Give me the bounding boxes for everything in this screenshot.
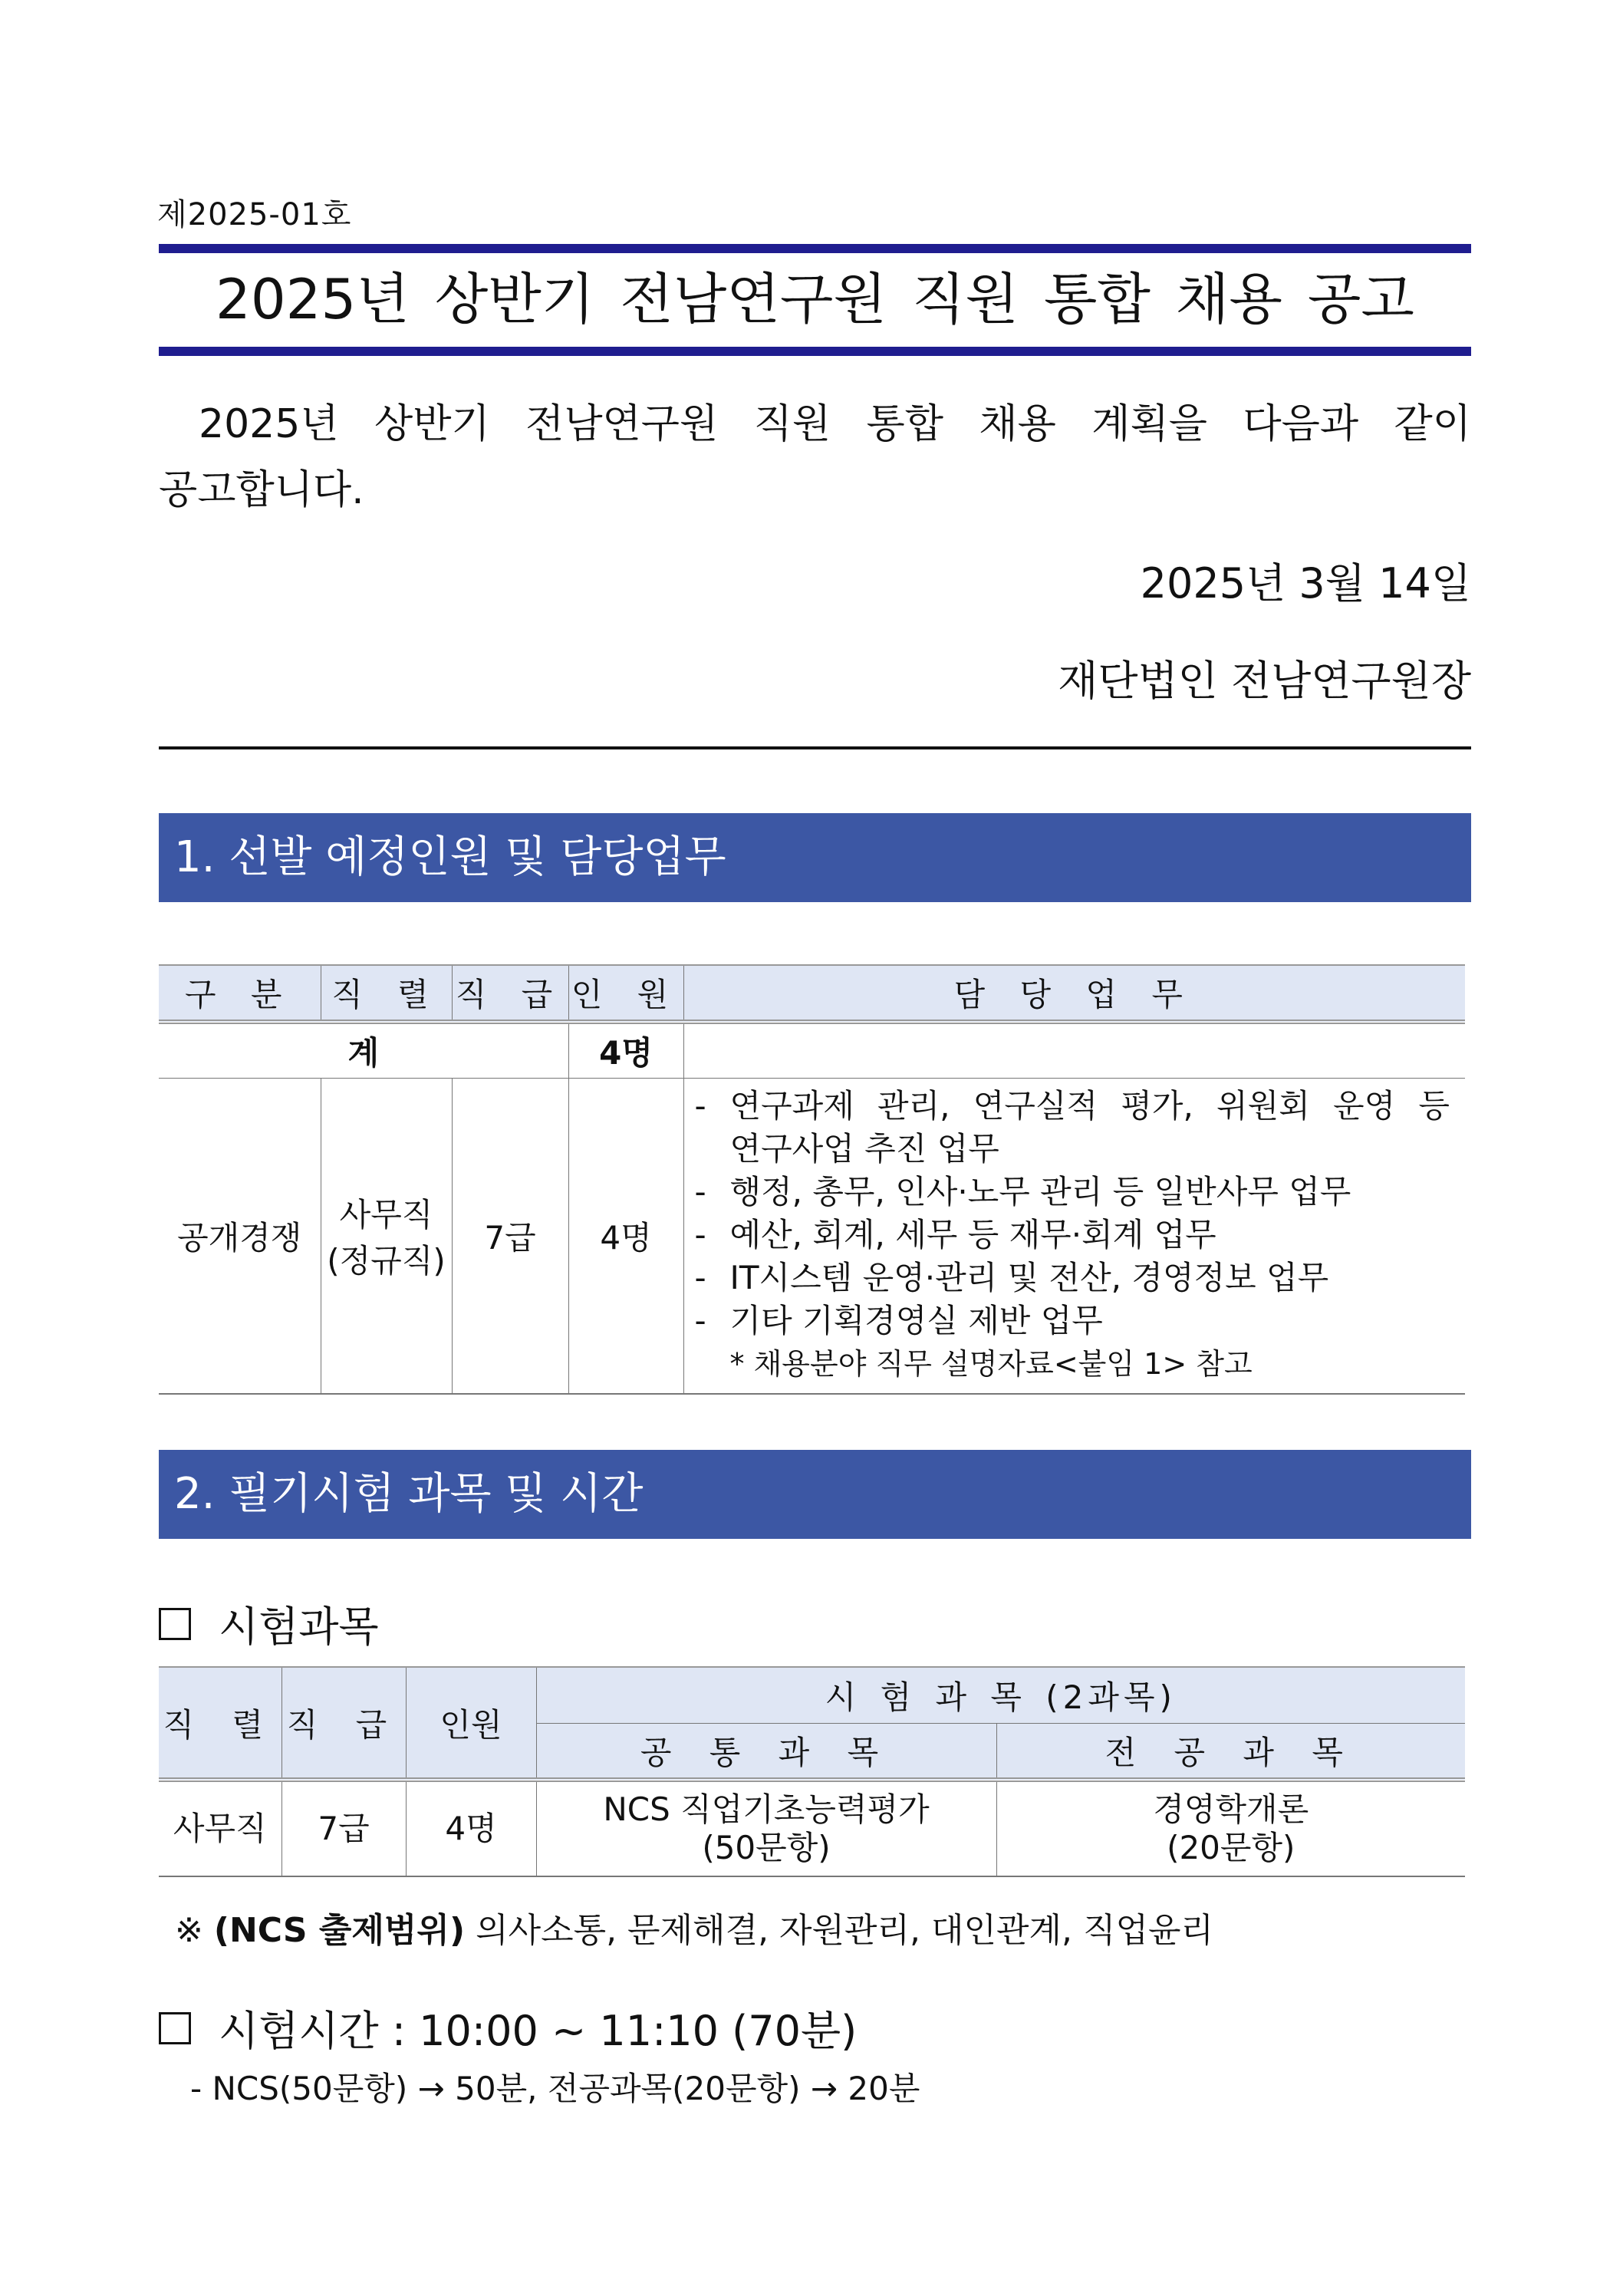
note-text: 의사소통, 문제해결, 자원관리, 대인관계, 직업윤리 [476, 1911, 1214, 1950]
note-label: (NCS 출제범위) [213, 1911, 466, 1950]
document-title: 2025년 상반기 전남연구원 직원 통합 채용 공고 [216, 267, 1414, 331]
duty-text: IT시스템 운영·관리 및 전산, 경영정보 업무 [729, 1259, 1329, 1296]
intro-word: 같이 [1394, 401, 1471, 447]
table-header-row [159, 1667, 1465, 1724]
col-header-common: 공 통 과 목 [536, 1724, 996, 1780]
table-row [159, 1780, 1465, 1876]
dash-bullet: - [694, 1259, 706, 1296]
common-subject-line-1: NCS 직업기초능력평가 [603, 1790, 930, 1828]
major-subject-cell [996, 1780, 1465, 1876]
divider-line [159, 746, 1471, 749]
intro-word: 채용 [979, 401, 1056, 447]
dash-bullet: - [694, 1302, 706, 1339]
grade-cell: 7급 [281, 1780, 406, 1876]
col-header-count: 인 원 [568, 965, 683, 1022]
duty-item [695, 1085, 1450, 1171]
duty-text: 예산, 회계, 세무 등 재무·회계 업무 [729, 1216, 1216, 1253]
col-header-count: 인원 [406, 1667, 536, 1780]
total-label: 계 [159, 1022, 568, 1079]
reference-mark: ※ [175, 1911, 203, 1950]
dash-bullet: - [694, 1216, 706, 1253]
series-cell: 사무직 [159, 1780, 281, 1876]
intro-word: 다음과 [1243, 401, 1359, 447]
total-duties-empty [683, 1022, 1465, 1079]
duty-item [695, 1214, 1450, 1257]
section-2-heading: 2. 필기시험 과목 및 시간 [159, 1450, 1471, 1539]
title-bottom-bar [159, 347, 1471, 356]
major-subject-line-2: (20문항) [1167, 1829, 1295, 1866]
exam-time-text: 시험시간 : 10:00 ~ 11:10 (70분) [219, 2007, 858, 2055]
col-header-grade: 직 급 [452, 965, 568, 1022]
col-header-category: 구 분 [159, 965, 321, 1022]
exam-subjects-table [159, 1666, 1465, 1877]
total-row [159, 1022, 1465, 1079]
col-header-subjects: 시 험 과 목 (2과목) [536, 1667, 1465, 1724]
series-line-2: (정규직) [327, 1242, 446, 1280]
count-cell: 4명 [406, 1780, 536, 1876]
title-top-bar [159, 244, 1471, 253]
col-header-series: 직 렬 [321, 965, 452, 1022]
col-header-major: 전 공 과 목 [996, 1724, 1465, 1780]
notice-number: 제2025-01호 [157, 197, 352, 232]
common-subject-line-2: (50문항) [702, 1829, 831, 1866]
subjects-heading-text: 시험과목 [219, 1603, 379, 1651]
intro-line-2: 공고합니다. [159, 467, 364, 513]
issuer-name: 재단법인 전남연구원장 [1058, 657, 1471, 705]
count-cell: 4명 [568, 1079, 683, 1395]
series-cell [321, 1079, 452, 1395]
col-header-duties: 담 당 업 무 [683, 965, 1465, 1022]
exam-time-heading [159, 1998, 857, 2057]
intro-word: 상반기 [374, 401, 490, 447]
announcement-date: 2025년 3월 14일 [1140, 559, 1471, 608]
category-cell: 공개경쟁 [159, 1079, 321, 1395]
subjects-heading [159, 1594, 379, 1653]
col-header-grade: 직 급 [281, 1667, 406, 1780]
series-line-1: 사무직 [339, 1196, 433, 1234]
duty-note: * 채용분야 직무 설명자료<붙임 1> 참고 [729, 1347, 1253, 1381]
intro-word: 전남연구원 [525, 401, 719, 447]
intro-paragraph [159, 391, 1471, 523]
intro-word: 직원 [753, 401, 831, 447]
dash-bullet: - [694, 1087, 706, 1125]
total-count: 4명 [568, 1022, 683, 1079]
duties-cell [683, 1079, 1465, 1395]
exam-time-detail: - NCS(50문항) → 50분, 전공과목(20문항) → 20분 [190, 2070, 920, 2107]
square-bullet-icon [159, 2012, 191, 2044]
duty-text: 행정, 총무, 인사·노무 관리 등 일반사무 업무 [729, 1173, 1351, 1211]
major-subject-line-1: 경영학개론 [1153, 1790, 1309, 1828]
intro-word: 계획을 [1091, 401, 1207, 447]
duty-text: 기타 기획경영실 제반 업무 [729, 1302, 1103, 1339]
common-subject-cell [536, 1780, 996, 1876]
table-row [159, 1079, 1465, 1395]
intro-word: 통합 [866, 401, 944, 447]
duty-item [695, 1171, 1450, 1214]
section-1-heading: 1. 선발 예정인원 및 담당업무 [159, 813, 1471, 902]
duty-text: 연구과제 관리, 연구실적 평가, 위원회 운영 등 [729, 1087, 1450, 1125]
duty-text-continued: 연구사업 추진 업무 [729, 1130, 999, 1168]
intro-line-1 [159, 391, 1471, 457]
grade-cell: 7급 [452, 1079, 568, 1395]
table-header-row [159, 965, 1465, 1022]
col-header-series: 직 렬 [159, 1667, 281, 1780]
duty-item [695, 1300, 1450, 1342]
dash-bullet: - [694, 1173, 706, 1211]
intro-word: 2025년 [199, 401, 339, 447]
square-bullet-icon [159, 1608, 191, 1640]
duty-item [695, 1257, 1450, 1300]
recruitment-table [159, 964, 1465, 1395]
ncs-scope-note [175, 1902, 1213, 1952]
